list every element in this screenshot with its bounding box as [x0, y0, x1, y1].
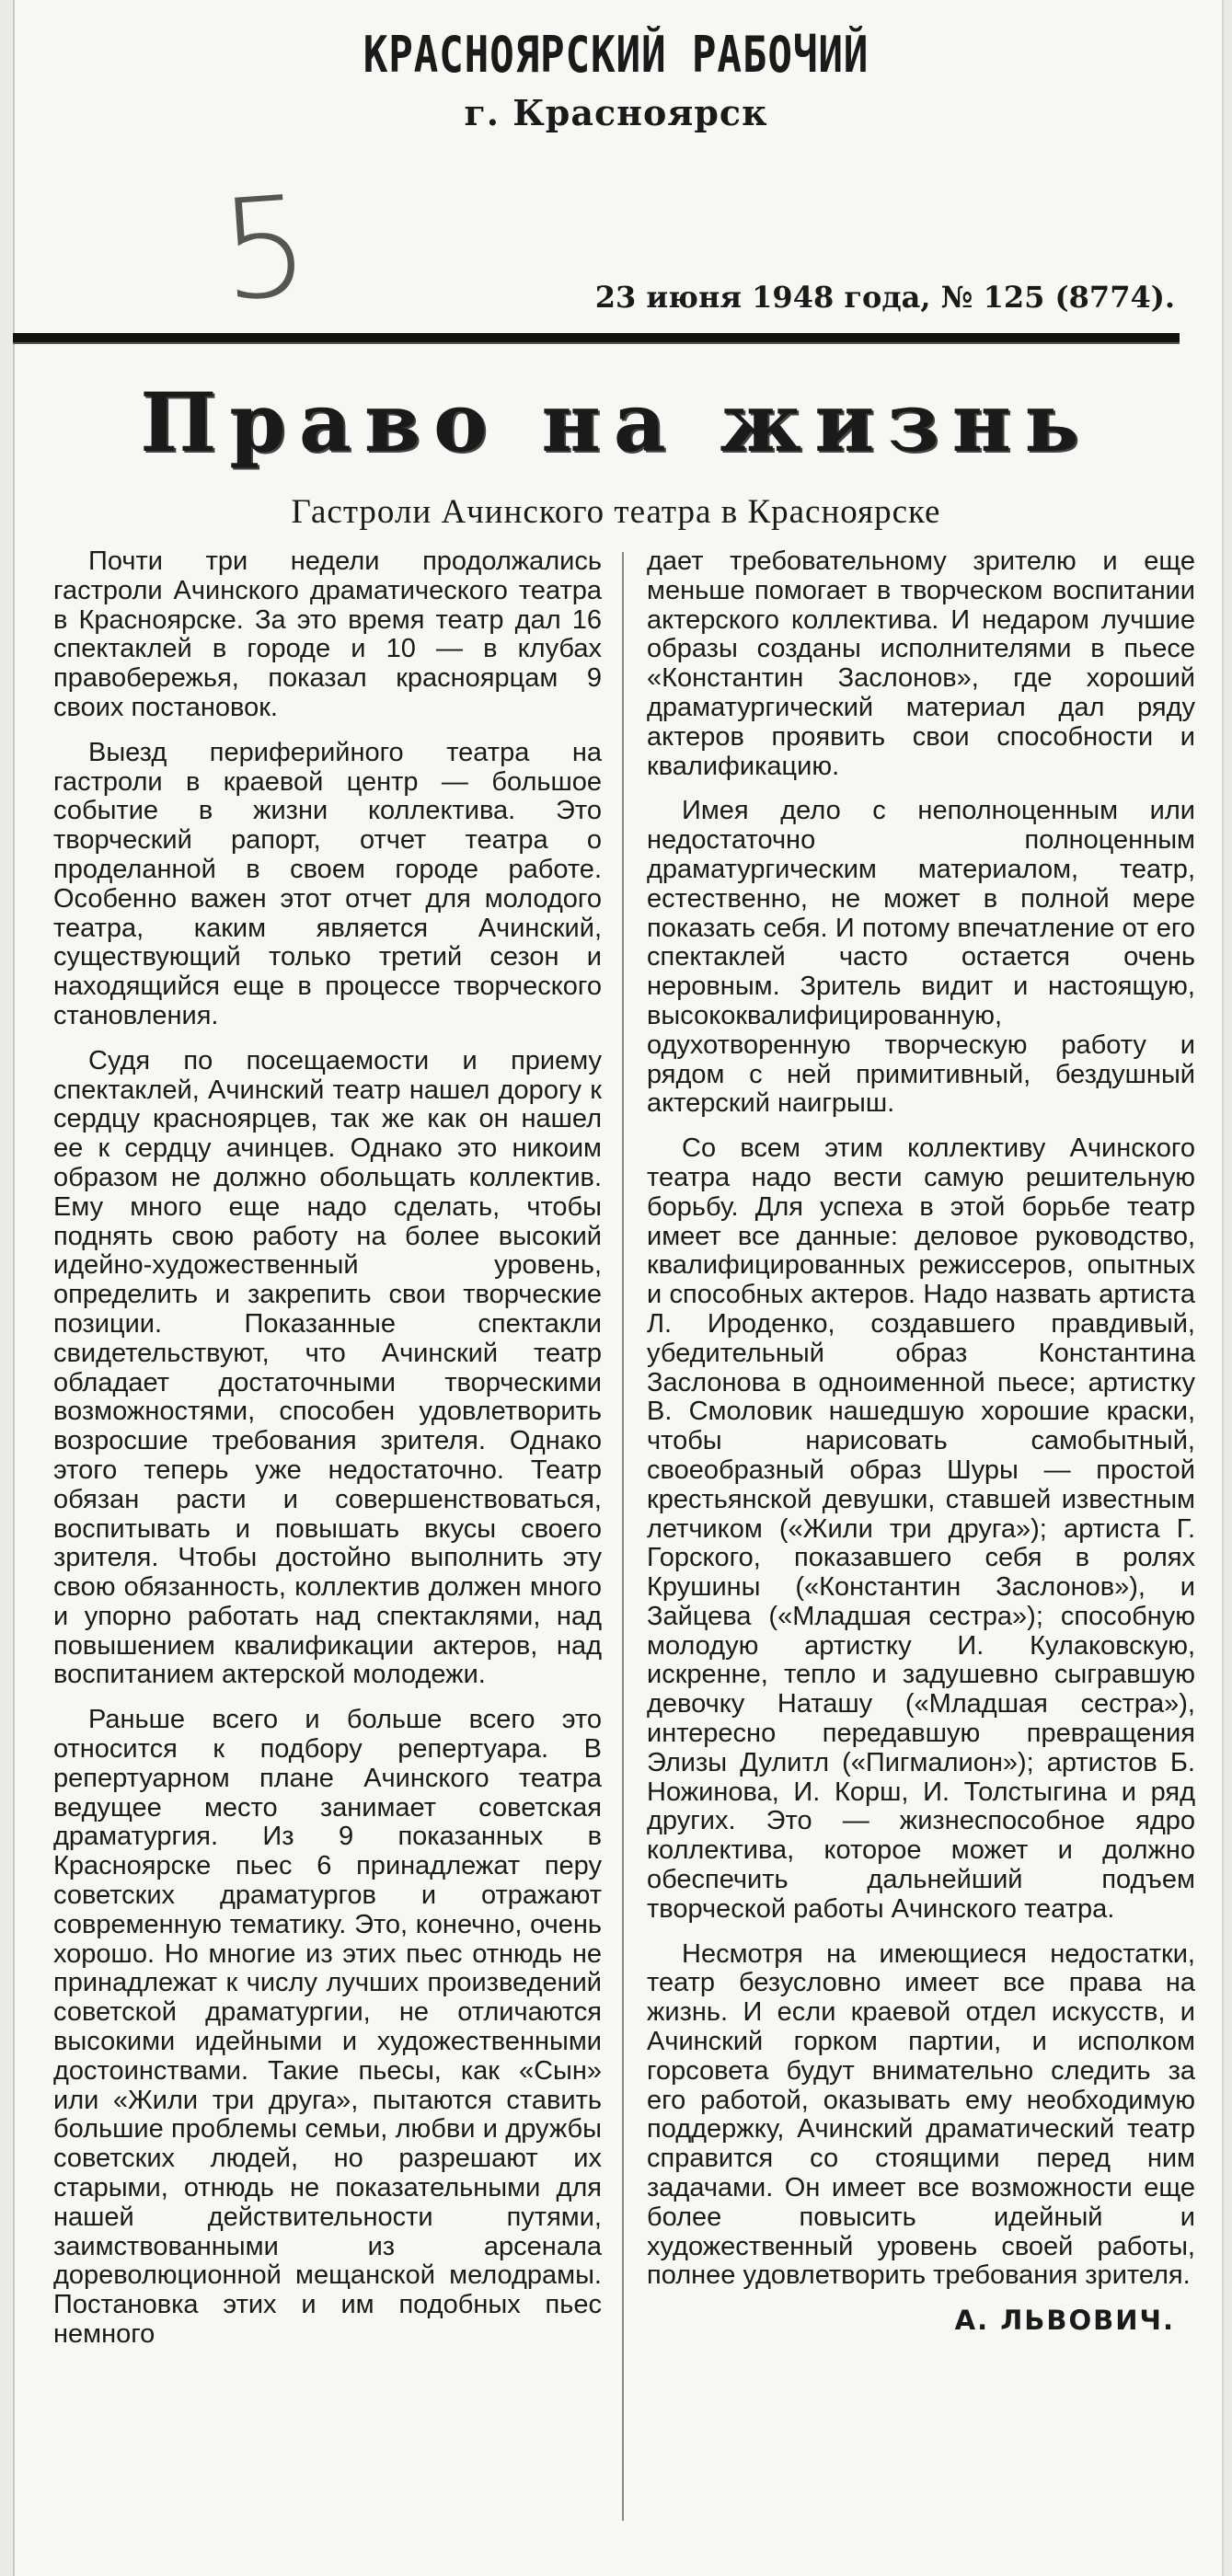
paragraph: Со всем этим коллективу Ачинского театра надо вести самую решительную борьбу. Для успеха в этой борьбе театр имеет все данные: деловое руководство, квалифицированных режиссеров, опытных и способных актеров. Надо назвать артиста Л. Ироденко, создавшего правдивый, убедительный образ Константина Заслонова в одноименной пьесе; артистку В. Смоловик нашедшую хорошие краски, чтобы нарисовать самобытный, своеобразный образ Шуры — простой крестьянской девушки, ставшей известным летчиком («Жили три друга»); артиста Г. Горского, показавшего себя в ролях Крушины («Константин Заслонов»), и Зайцева («Младшая сестра»); способную молодую артистку И. Кулаковскую, искренне, тепло и задушевно сыгравшую девочку Наташу («Младшая сестра»), интересно передавшую превращения Элизы Дулитл («Пигмалион»); артистов Б. Ножинова, И. Корш, И. Толстыгина и ряд других. Это — жизнеспособное ядро коллектива, которое может и должно обеспечить дальнейший подъем творческой работы Ачинского театра.: [647, 1133, 1195, 1924]
paragraph: Почти три недели продолжались гастроли Ачинского драматического театра в Красноярске. За это время театр дал 16 спектаклей в городе и 10 — в клубах правобережья, показал красноярцам 9 своих постановок.: [53, 546, 602, 722]
newspaper-name: КРАСНОЯРСКИЙ РАБОЧИЙ: [363, 26, 869, 84]
paragraph: Судя по посещаемости и приему спектаклей, Ачинский театр нашел дорогу к сердцу красноярцев, так же как он нашел ее к сердцу ачинцев. Однако это никоим образом не должно обольщать коллектив. Ему много еще надо сделать, чтобы поднять свою работу на более высокий идейно-художественный уровень, определить и закрепить свои творческие позиции. Показанные спектакли свидетельствуют, что Ачинский театр обладает достаточными творческими возможностями, способен удовлетворить возросшие требования зрителя. Однако этого теперь уже недостаточно. Театр обязан расти и совершенствоваться, воспитывать и повышать вкусы своего зрителя. Чтобы достойно выполнить эту свою обязанность, коллектив должен много и упорно работать над спектаклями, над повышением квалификации актеров, над воспитанием актерской молодежи.: [53, 1045, 602, 1690]
paragraph: дает требовательному зрителю и еще меньше помогает в творческом воспитании актерского коллектива. И недаром лучшие образы созданы исполнителями в пьесе «Константин Заслонов», где хороший драматургический материал дал ряду актеров проявить свои способности и квалификацию.: [647, 546, 1195, 781]
article-headline: Право на жизнь: [140, 374, 1092, 470]
masthead-divider: [13, 333, 1180, 344]
article-column-right: [647, 547, 1195, 2336]
article-column-left: [53, 547, 602, 2365]
article-author: А. ЛЬВОВИЧ.: [954, 2305, 1175, 2337]
article-subheadline: Гастроли Ачинского театра в Красноярске: [291, 493, 941, 531]
handwritten-page-number: 5: [215, 166, 315, 333]
paragraph: Раньше всего и больше всего это относится к подбору репертуара. В репертуарном плане Ачинского театра ведущее место занимает советская драматургия. Из 9 показанных в Красноярске пьес 6 принадлежат перу советских драматургов и отражают современную тематику. Это, конечно, очень хорошо. Но многие из этих пьес отнюдь не принадлежат к числу лучших произведений советской драматургии, не отличаются высокими идейными и художественными достоинствами. Такие пьесы, как «Сын» или «Жили три друга», пытаются ставить большие проблемы семьи, любви и дружбы советских людей, но разрешают их старыми, отнюдь не показательными для нашей действительности путями, заимствованными из арсенала дореволюционной мещанской мелодрамы. Постановка этих и им подобных пьес немного: [53, 1705, 602, 2350]
column-divider: [622, 552, 624, 2521]
newspaper-city: г. Красноярск: [464, 92, 768, 133]
paragraph: Несмотря на имеющиеся недостатки, театр безусловно имеет все права на жизнь. И если краевой отдел искусств, и Ачинский горком партии, и исполком горсовета будут внимательно следить за его работой, оказывать ему необходимую поддержку, Ачинский драматический театр справится со стоящими перед ним задачами. Он имеет все возможности еще более повысить идейный и художественный уровень своей работы, полнее удовлетворить требования зрителя.: [647, 1938, 1195, 2291]
issue-date-number: 23 июня 1948 года, № 125 (8774).: [594, 280, 1175, 315]
paragraph: Выезд периферийного театра на гастроли в краевой центр — большое событие в жизни коллектива. Это творческий рапорт, отчет театра о проделанной в своем городе работе. Особенно важен этот отчет для молодого театра, каким является Ачинский, существующий только третий сезон и находящийся еще в процессе творческого становления.: [53, 737, 602, 1030]
paragraph: Имея дело с неполноценным или недостаточно полноценным драматургическим материалом, театр, естественно, не может в полной мере показать себя. И потому впечатление от его спектаклей часто остается очень неровным. Зритель видит и настоящую, высококвалифицированную, одухотворенную творческую работу и рядом с ней примитивный, бездушный актерский наигрыш.: [647, 796, 1195, 1119]
